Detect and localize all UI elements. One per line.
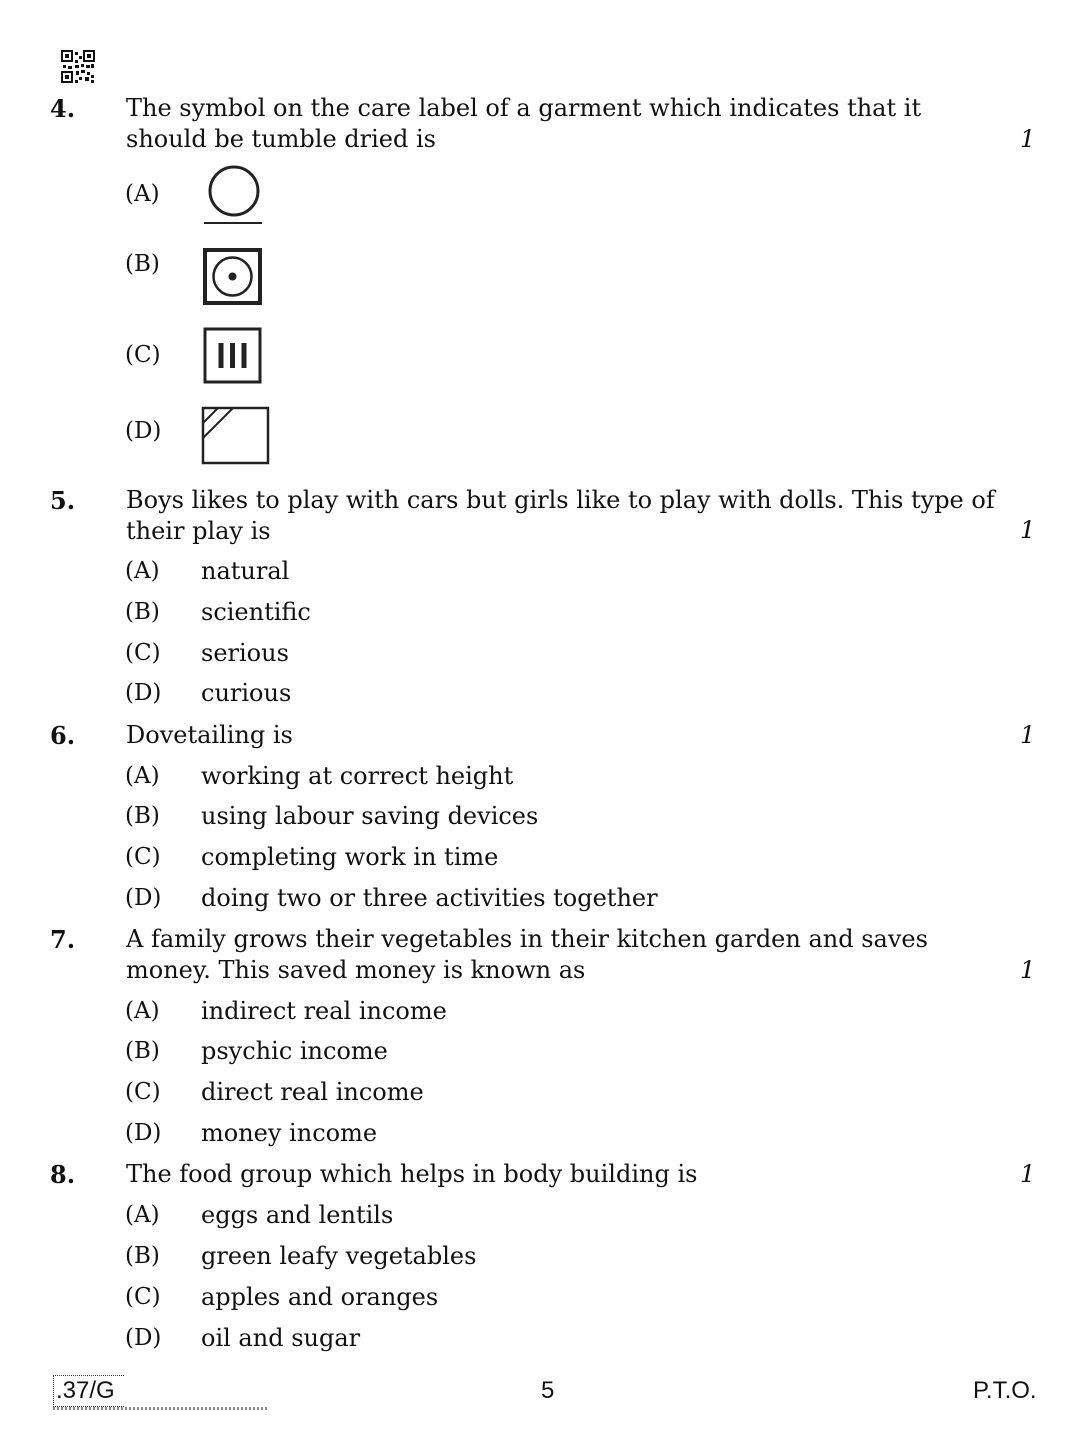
option-c	[0, 1282, 1091, 1313]
question-marks: 1	[1020, 125, 1036, 153]
option-text: direct real income	[201, 1078, 424, 1106]
option-a	[0, 556, 1091, 587]
option-label: (A)	[125, 181, 160, 207]
option-c	[0, 638, 1091, 669]
option-text: indirect real income	[201, 997, 447, 1025]
option-d	[0, 678, 1091, 709]
barcode-strip	[53, 1407, 269, 1410]
question-marks: 1	[1020, 956, 1036, 984]
option-c	[0, 842, 1091, 873]
question-text: The food group which helps in body building is	[126, 1160, 698, 1188]
option-text: working at correct height	[201, 762, 514, 790]
option-label: (C)	[125, 844, 161, 870]
option-text: psychic income	[201, 1037, 388, 1065]
option-b	[0, 597, 1091, 628]
option-text: scientific	[201, 598, 311, 626]
question-text: Dovetailing is	[126, 721, 293, 749]
option-c	[0, 1077, 1091, 1108]
question-text: A family grows their vegetables in their kitchen garden and saves money. This saved money is known as	[126, 925, 928, 984]
option-text: eggs and lentils	[201, 1201, 394, 1229]
option-text: completing work in time	[201, 843, 499, 871]
option-c	[0, 340, 1091, 371]
question-marks: 1	[1020, 721, 1036, 749]
square-three-vertical-lines-icon	[202, 326, 264, 386]
option-a	[0, 996, 1091, 1027]
question-text: Boys likes to play with cars but girls like to play with dolls. This type of their play is	[126, 486, 995, 545]
question-marks: 1	[1020, 516, 1036, 544]
option-b	[0, 249, 1091, 280]
option-a	[0, 1200, 1091, 1231]
option-label: (B)	[125, 1243, 160, 1269]
option-label: (C)	[125, 640, 161, 666]
question-number: 7.	[50, 925, 76, 954]
paper-code: .37/G	[53, 1375, 124, 1407]
option-text: using labour saving devices	[201, 802, 539, 830]
option-text: green leafy vegetables	[201, 1242, 477, 1270]
option-label: (A)	[125, 558, 160, 584]
question-number: 6.	[50, 721, 76, 750]
option-d	[0, 1118, 1091, 1149]
option-label: (D)	[125, 885, 162, 911]
option-label: (C)	[125, 1284, 161, 1310]
square-double-diagonal-icon	[200, 405, 272, 467]
option-label: (C)	[125, 1079, 161, 1105]
option-label: (B)	[125, 1038, 160, 1064]
question-text: The symbol on the care label of a garment which indicates that it should be tumble dried is	[126, 94, 922, 153]
option-text: oil and sugar	[201, 1324, 361, 1352]
option-label: (A)	[125, 763, 160, 789]
option-a	[0, 179, 1091, 210]
option-b	[0, 1036, 1091, 1067]
option-label: (C)	[125, 342, 161, 368]
option-b	[0, 1241, 1091, 1272]
option-label: (A)	[125, 1202, 160, 1228]
option-label: (A)	[125, 998, 160, 1024]
option-label: (D)	[125, 1120, 162, 1146]
option-label: (B)	[125, 803, 160, 829]
option-text: apples and oranges	[201, 1283, 439, 1311]
square-circle-dot-icon	[202, 247, 264, 307]
option-b	[0, 801, 1091, 832]
page-number: 5	[541, 1377, 555, 1404]
option-label: (B)	[125, 251, 160, 277]
option-a	[0, 761, 1091, 792]
qr-code-icon	[61, 50, 96, 84]
option-text: money income	[201, 1119, 378, 1147]
please-turn-over: P.T.O.	[973, 1377, 1037, 1404]
option-text: serious	[201, 639, 289, 667]
circle-with-underline-icon	[200, 163, 264, 227]
option-label: (B)	[125, 599, 160, 625]
option-label: (D)	[125, 680, 162, 706]
option-label: (D)	[125, 418, 162, 444]
option-d	[0, 883, 1091, 914]
question-number: 8.	[50, 1160, 76, 1189]
option-label: (D)	[125, 1325, 162, 1351]
option-d	[0, 416, 1091, 447]
question-marks: 1	[1020, 1160, 1036, 1188]
option-d	[0, 1323, 1091, 1354]
question-number: 4.	[50, 94, 76, 123]
option-text: natural	[201, 557, 290, 585]
option-text: doing two or three activities together	[201, 884, 658, 912]
question-number: 5.	[50, 486, 76, 515]
option-text: curious	[201, 679, 292, 707]
